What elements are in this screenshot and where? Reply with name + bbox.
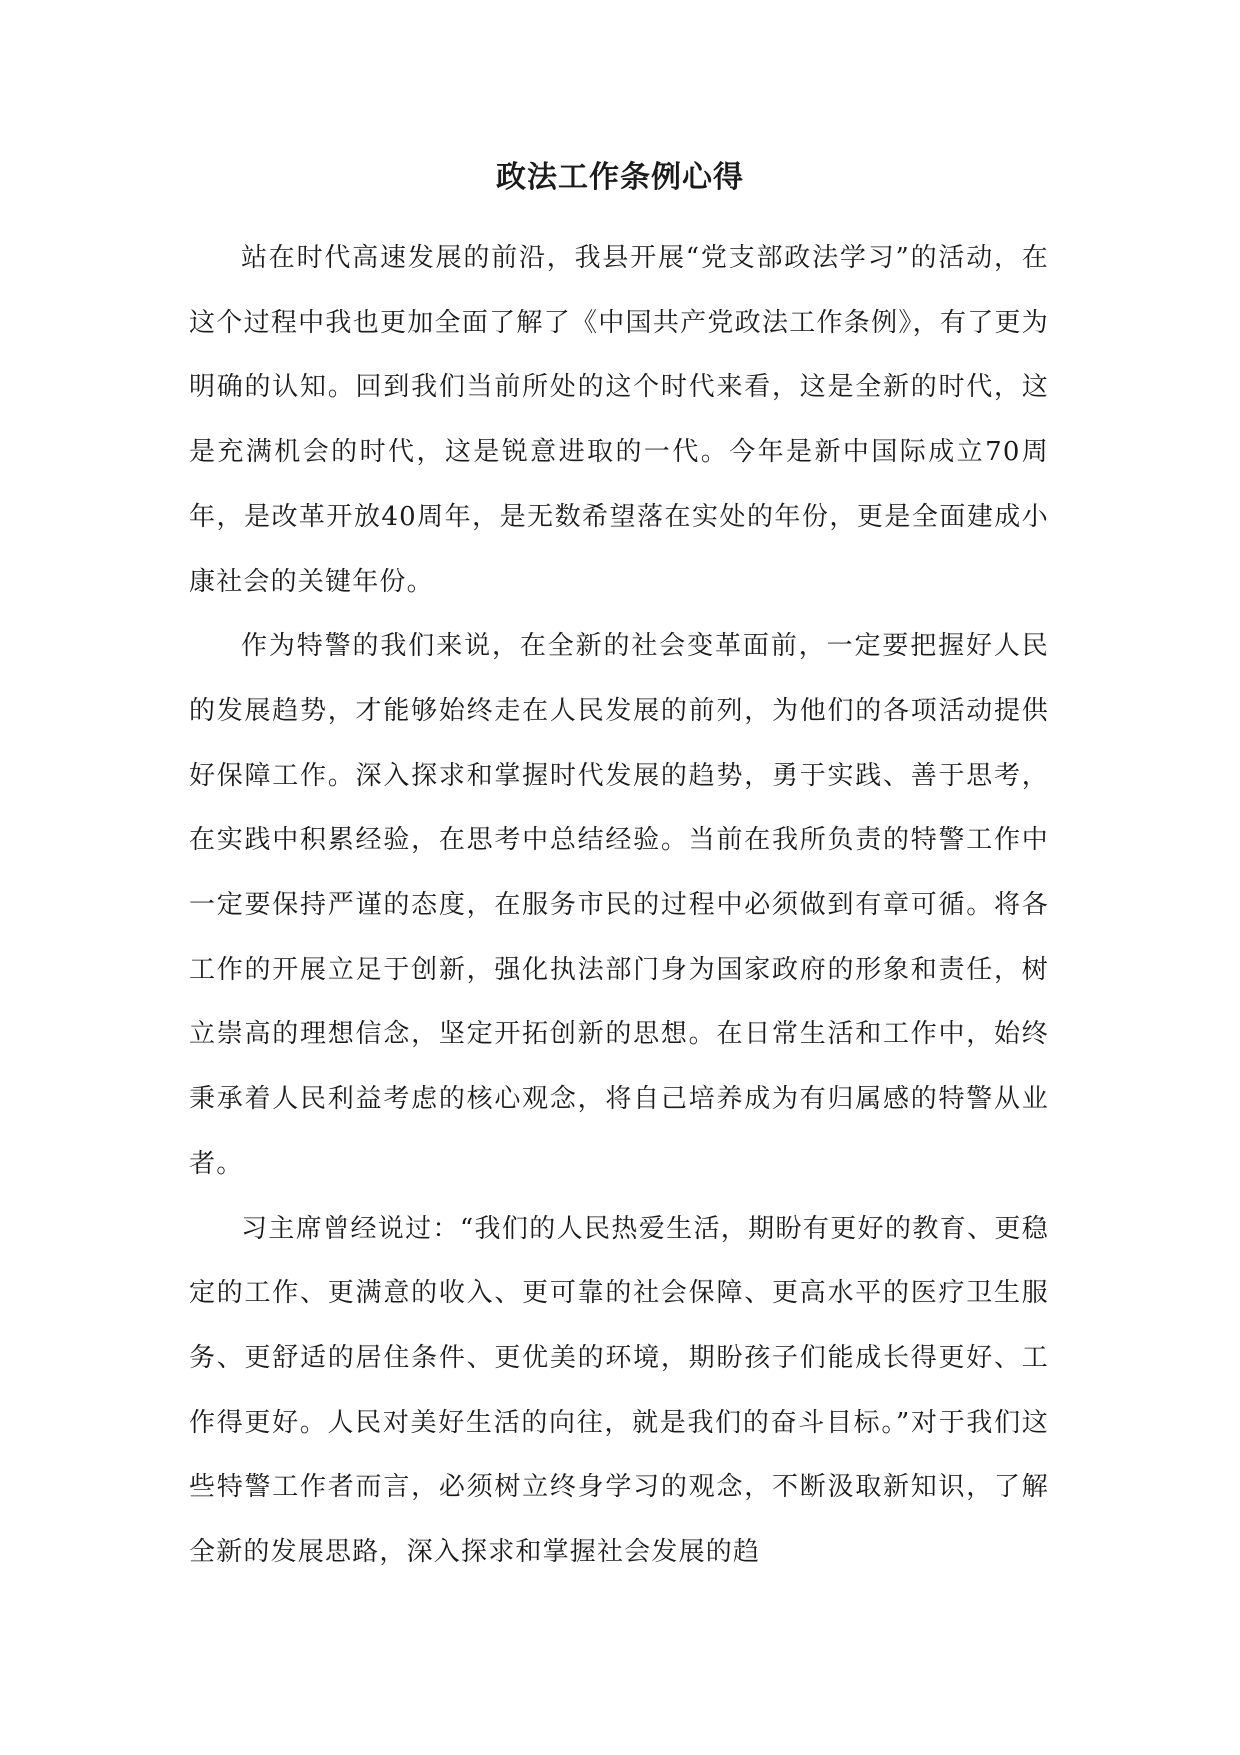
paragraph-1: 站在时代高速发展的前沿，我县开展“党支部政法学习”的活动，在这个过程中我也更加全面了解了《中国共产党政法工作条例》，有了更为明确的认知。回到我们当前所处的这个时代来看，这是全新的时代，这是充满机会的时代，这是锐意进取的一代。今年是新中国际成立70周年，是改革开放40周年，是无数希望落在实处的年份，更是全面建成小康社会的关键年份。 — [189, 243, 1049, 597]
paragraph-3: 习主席曾经说过：“我们的人民热爱生活，期盼有更好的教育、更稳定的工作、更满意的收入、更可靠的社会保障、更高水平的医疗卫生服务、更舒适的居住条件、更优美的环境，期盼孩子们能成长得更好、工作得更好。人民对美好生活的向往，就是我们的奋斗目标。”对于我们这些特警工作者而言，必须树立终身学习的观念，不断汲取新知识，了解全新的发展思路，深入探求和掌握社会发展的趋 — [189, 1213, 1049, 1568]
document-body — [189, 226, 1049, 1585]
document-title: 政法工作条例心得 — [496, 160, 744, 195]
paragraph-2: 作为特警的我们来说，在全新的社会变革面前，一定要把握好人民的发展趋势，才能够始终走在人民发展的前列，为他们的各项活动提供好保障工作。深入探求和掌握时代发展的趋势，勇于实践、善于思考，在实践中积累经验，在思考中总结经验。当前在我所负责的特警工作中一定要保持严谨的态度，在服务市民的过程中必须做到有章可循。将各工作的开展立足于创新，强化执法部门身为国家政府的形象和责任，树立崇高的理想信念，坚定开拓创新的思想。在日常生活和工作中，始终秉承着人民利益考虑的核心观念，将自己培养成为有归属感的特警从业者。 — [189, 631, 1049, 1179]
